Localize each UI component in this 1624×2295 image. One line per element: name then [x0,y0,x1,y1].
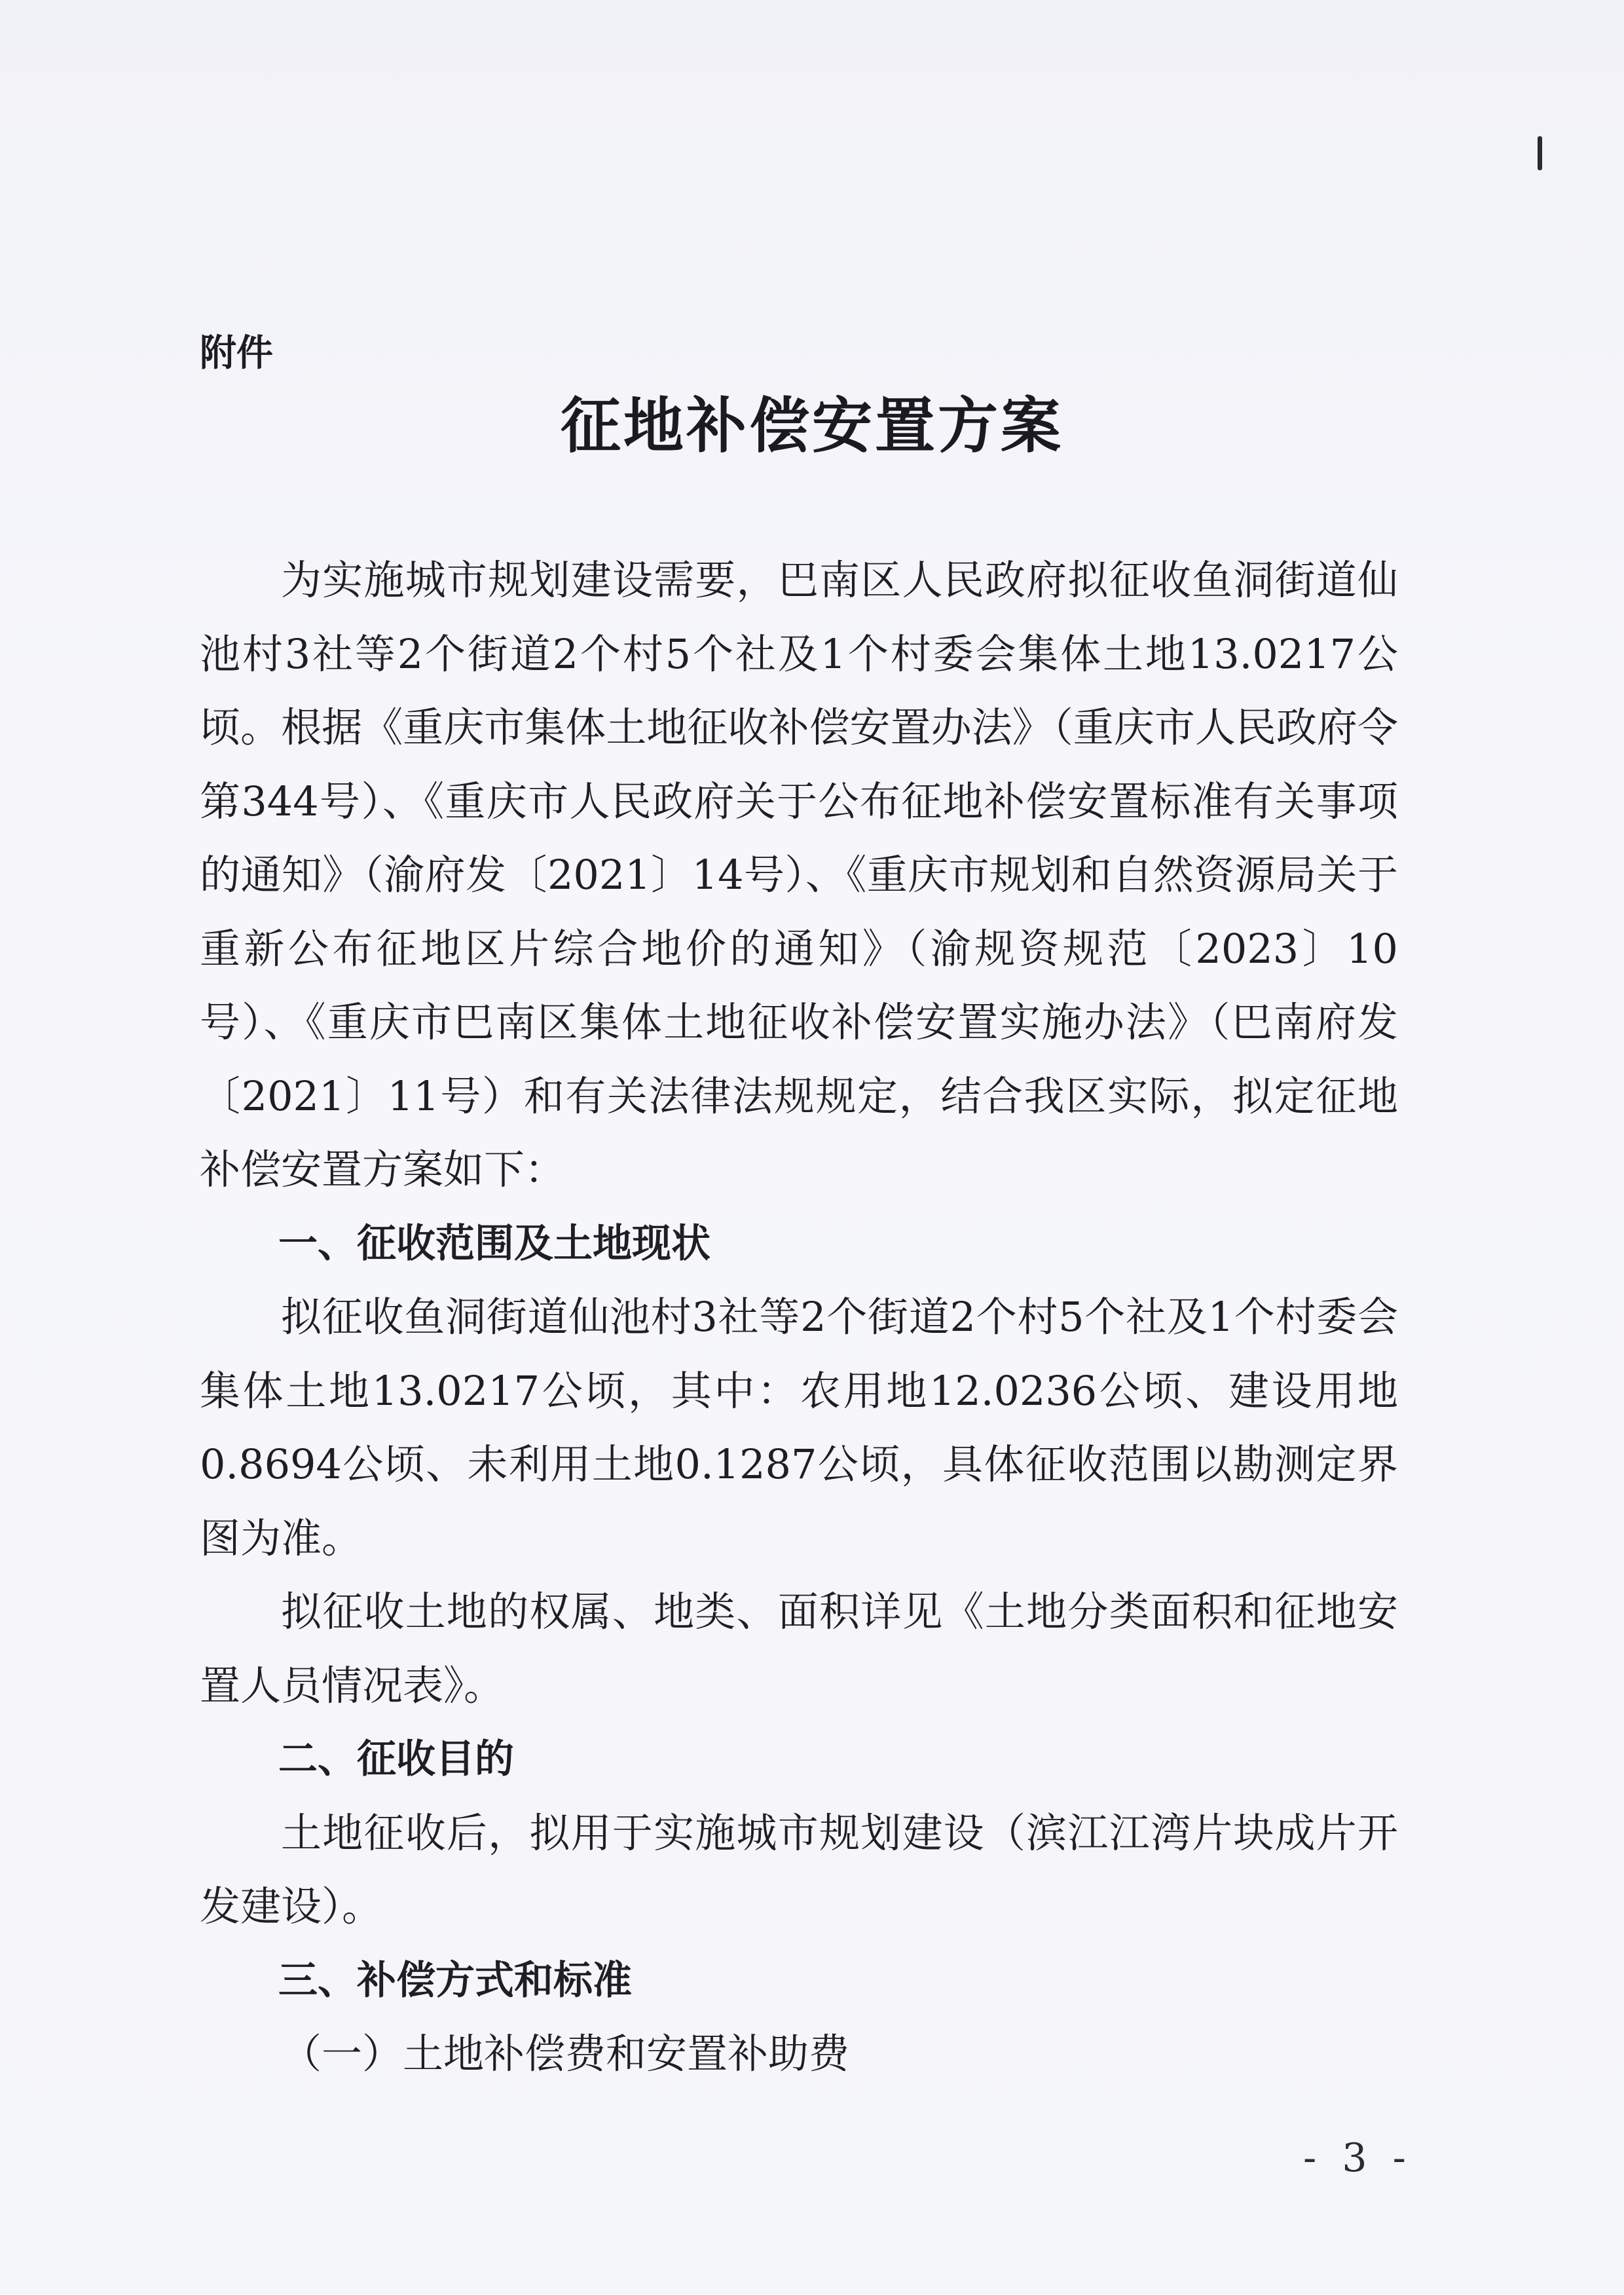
section-3-heading: 三、补偿方式和标准 [278,1957,632,2004]
page-number: - 3 - [1303,2135,1412,2181]
section-1-paragraph-1: 拟征收鱼洞街道仙池村3社等2个街道2个村5个社及1个村委会集体土地13.0217公顷，其中：农用地12.0236公顷、建设用地0.8694公顷、未利用土地0.1287公顷，具体征收范围以勘测定界图为准。 [200,1293,1398,1562]
attachment-label: 附件 [200,332,273,375]
section-3-subheading-1: （一）土地补偿费和安置补助费 [281,2030,850,2078]
document-title: 征地补偿安置方案 [560,390,1063,461]
scan-edge-mark [1538,136,1542,170]
section-2-heading: 二、征收目的 [278,1736,514,1782]
intro-paragraph: 为实施城市规划建设需要，巴南区人民政府拟征收鱼洞街道仙池村3社等2个街道2个村5个社及1个村委会集体土地13.0217公顷。根据《重庆市集体土地征收补偿安置办法》（重庆市人民政府令第344号）、《重庆市人民政府关于公布征地补偿安置标准有关事项的通知》（渝府发〔2021〕14号）、《重庆市规划和自然资源局关于重新公布征地区片综合地价的通知》（渝规资规范〔2023〕10号）、《重庆市巴南区集体土地征收补偿安置实施办法》（巴南府发〔2021〕11号）和有关法律法规规定，结合我区实际，拟定征地补偿安置方案如下： [200,556,1398,1193]
section-1-paragraph-2: 拟征收土地的权属、地类、面积详见《土地分类面积和征地安置人员情况表》。 [200,1588,1398,1709]
section-1-heading: 一、征收范围及土地现状 [278,1220,710,1267]
document-body [200,544,1398,2091]
section-2-paragraph-1: 土地征收后，拟用于实施城市规划建设（滨江江湾片块成片开发建设）。 [200,1808,1398,1930]
